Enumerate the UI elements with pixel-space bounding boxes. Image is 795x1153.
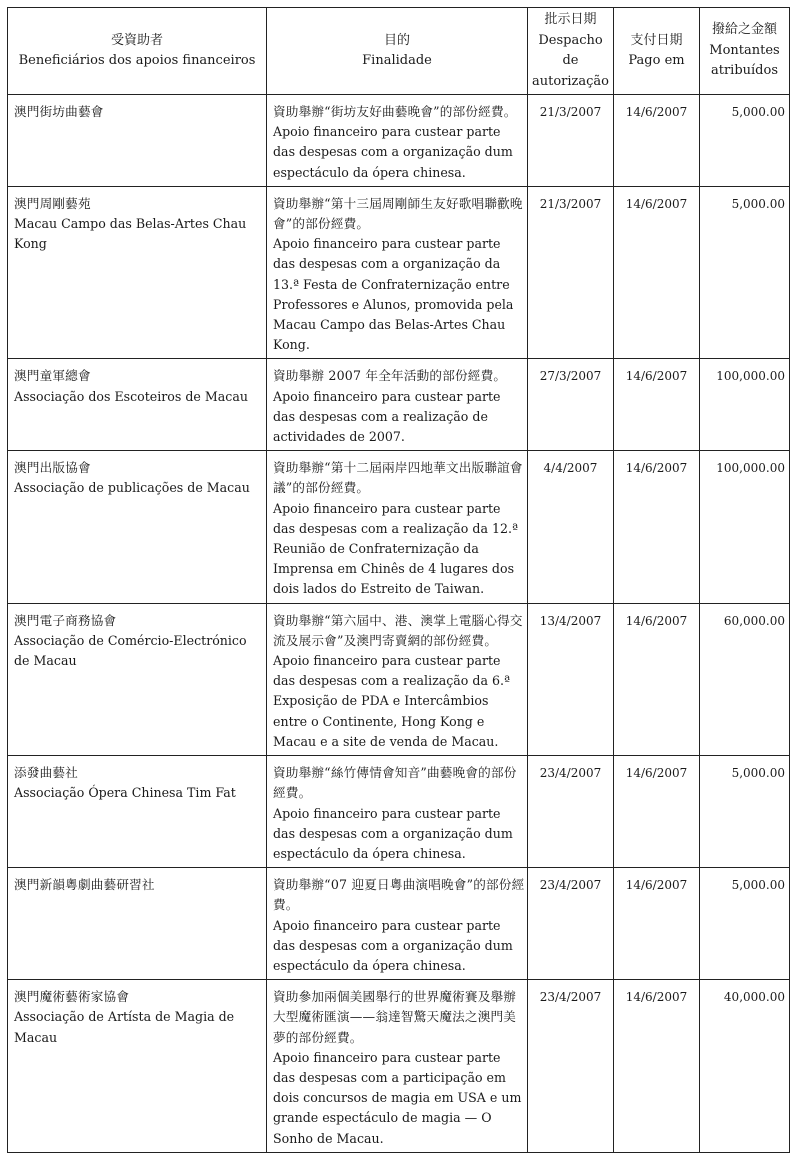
purpose-pt: Apoio financeiro para custear parte das despesas com a organização dum espectáculo da ópera chinesa. xyxy=(273,917,513,973)
payment-date: 14/6/2007 xyxy=(625,878,688,893)
header-authorization xyxy=(528,8,614,95)
header-payment-zh: 支付日期 xyxy=(630,32,683,48)
header-amount xyxy=(700,8,790,95)
purpose-zh: 資助舉辦“街坊友好曲藝晚會”的部份經費。 xyxy=(273,104,517,119)
payment-date: 14/6/2007 xyxy=(625,369,688,384)
header-authorization-pt1: Despacho de xyxy=(538,32,603,68)
payment-date-cell xyxy=(614,95,700,187)
authorization-date: 21/3/2007 xyxy=(539,196,602,211)
beneficiary-cell xyxy=(8,980,267,1153)
purpose-pt: Apoio financeiro para custear parte das despesas com a organização da 13.ª Festa de Confraternização entre Professores e Alunos, promovida pela Macau Campo das Belas-Artes Chau Kong. xyxy=(273,236,514,353)
purpose-cell xyxy=(267,603,528,755)
beneficiary-zh: 澳門周剛藝苑 xyxy=(14,195,91,211)
authorization-date: 27/3/2007 xyxy=(539,369,602,384)
purpose-cell xyxy=(267,980,528,1153)
amount-cell xyxy=(700,756,790,868)
authorization-date: 23/4/2007 xyxy=(539,766,602,781)
header-amount-zh: 撥給之金額 xyxy=(711,22,777,38)
payment-date-cell xyxy=(614,603,700,755)
authorization-date: 23/4/2007 xyxy=(539,990,602,1005)
header-payment xyxy=(614,8,700,95)
amount-cell xyxy=(700,451,790,603)
purpose-zh: 資助舉辦“絲竹傳情會知音”曲藝晚會的部份經費。 xyxy=(273,765,517,801)
payment-date-cell xyxy=(614,451,700,603)
beneficiary-cell xyxy=(8,359,267,451)
header-beneficiary-zh: 受資助者 xyxy=(110,32,163,48)
table-row xyxy=(8,756,790,868)
authorization-date-cell xyxy=(528,868,614,980)
header-payment-pt: Pago em xyxy=(628,53,685,68)
payment-date: 14/6/2007 xyxy=(625,613,688,628)
amount-cell xyxy=(700,980,790,1153)
header-beneficiary xyxy=(8,8,267,95)
purpose-zh: 資助舉辦“第十三屆周剛師生友好歌唱聯歡晚會”的部份經費。 xyxy=(273,195,523,232)
amount-value: 40,000.00 xyxy=(723,990,785,1005)
purpose-cell xyxy=(267,868,528,980)
table-row xyxy=(8,451,790,603)
table-row xyxy=(8,603,790,755)
amount-cell xyxy=(700,359,790,451)
purpose-cell xyxy=(267,451,528,603)
beneficiary-zh: 澳門街坊曲藝會 xyxy=(14,104,104,119)
authorization-date-cell xyxy=(528,756,614,868)
header-row xyxy=(8,8,790,95)
amount-value: 100,000.00 xyxy=(716,369,785,384)
beneficiary-pt: Associação dos Escoteiros de Macau xyxy=(14,388,248,404)
purpose-cell xyxy=(267,359,528,451)
payment-date-cell xyxy=(614,980,700,1153)
grants-table xyxy=(7,7,790,1153)
purpose-zh: 資助舉辦“07 迎夏日粵曲演唱晚會”的部份經費。 xyxy=(273,877,525,913)
beneficiary-cell xyxy=(8,756,267,868)
header-amount-pt2: atribuídos xyxy=(710,63,779,79)
beneficiary-pt: Associação de publicações de Macau xyxy=(14,480,250,496)
payment-date-cell xyxy=(614,756,700,868)
payment-date-cell xyxy=(614,359,700,451)
amount-cell xyxy=(700,868,790,980)
header-purpose xyxy=(267,8,528,95)
beneficiary-pt: Associação de Comércio-Electrónico de Macau xyxy=(14,632,247,669)
amount-cell xyxy=(700,603,790,755)
amount-value: 5,000.00 xyxy=(731,196,785,211)
header-authorization-pt2: autorização xyxy=(531,73,609,89)
purpose-pt: Apoio financeiro para custear parte das despesas com a organização dum espectáculo da ópera chinesa. xyxy=(273,124,513,180)
beneficiary-zh: 澳門新韻粵劇曲藝研習社 xyxy=(14,877,155,893)
header-amount-pt1: Montantes xyxy=(709,42,780,58)
authorization-date: 13/4/2007 xyxy=(539,613,602,628)
amount-cell xyxy=(700,95,790,187)
amount-value: 5,000.00 xyxy=(731,105,785,119)
payment-date-cell xyxy=(614,868,700,980)
purpose-pt: Apoio financeiro para custear parte das despesas com a realização de actividades de 2007. xyxy=(273,388,501,445)
beneficiary-zh: 澳門出版協會 xyxy=(14,460,91,476)
authorization-date-cell xyxy=(528,603,614,755)
authorization-date-cell xyxy=(528,359,614,451)
table-row xyxy=(8,359,790,451)
beneficiary-zh: 澳門童軍總會 xyxy=(14,368,91,384)
purpose-cell xyxy=(267,95,528,187)
authorization-date-cell xyxy=(528,95,614,187)
header-purpose-pt: Finalidade xyxy=(362,53,432,68)
header-beneficiary-pt: Beneficiários dos apoios financeiros xyxy=(18,53,256,68)
purpose-pt: Apoio financeiro para custear parte das despesas com a organização dum espectáculo da ópera chinesa. xyxy=(273,805,513,861)
payment-date: 14/6/2007 xyxy=(625,196,688,211)
purpose-zh: 資助舉辦 2007 年全年活動的部份經費。 xyxy=(273,368,507,384)
payment-date: 14/6/2007 xyxy=(625,990,688,1005)
beneficiary-zh: 澳門魔術藝術家協會 xyxy=(14,989,130,1005)
purpose-pt: Apoio financeiro para custear parte das despesas com a realização da 6.ª Exposição de PDA e Intercâmbios entre o Continente, Hong Kong e Macau e a site de venda de Macau. xyxy=(273,653,510,749)
purpose-pt: Apoio financeiro para custear parte das despesas com a participação em dois concursos de magia em USA e um grande espectáculo de magia — O Sonho de Macau. xyxy=(273,1049,522,1146)
authorization-date: 4/4/2007 xyxy=(543,461,598,476)
table-row xyxy=(8,186,790,359)
payment-date: 14/6/2007 xyxy=(625,461,688,476)
purpose-pt: Apoio financeiro para custear parte das despesas com a realização da 12.ª Reunião de Confraternização da Imprensa em Chinês de 4 lugares dos dois lados do Estreito de Taiwan. xyxy=(273,500,518,597)
beneficiary-cell xyxy=(8,868,267,980)
purpose-zh: 資助參加兩個美國舉行的世界魔術賽及舉辦大型魔術匯演——翁達智驚天魔法之澳門美夢的部份經費。 xyxy=(273,989,517,1045)
purpose-zh: 資助舉辦“第十二屆兩岸四地華文出版聯誼會議”的部份經費。 xyxy=(273,460,523,496)
purpose-cell xyxy=(267,186,528,359)
purpose-cell xyxy=(267,756,528,868)
authorization-date-cell xyxy=(528,186,614,359)
payment-date: 14/6/2007 xyxy=(625,766,688,781)
payment-date: 14/6/2007 xyxy=(625,105,688,119)
beneficiary-pt: Associação Ópera Chinesa Tim Fat xyxy=(14,785,236,801)
authorization-date: 21/3/2007 xyxy=(539,105,602,119)
beneficiary-pt: Macau Campo das Belas-Artes Chau Kong xyxy=(14,216,247,252)
beneficiary-cell xyxy=(8,603,267,755)
authorization-date-cell xyxy=(528,980,614,1153)
amount-value: 5,000.00 xyxy=(731,766,785,781)
beneficiary-cell xyxy=(8,451,267,603)
amount-value: 100,000.00 xyxy=(716,461,785,476)
amount-cell xyxy=(700,186,790,359)
table-row xyxy=(8,980,790,1153)
header-purpose-zh: 目的 xyxy=(383,32,410,48)
authorization-date: 23/4/2007 xyxy=(539,878,602,893)
amount-value: 5,000.00 xyxy=(731,878,785,893)
beneficiary-pt: Associação de Artísta de Magia de Macau xyxy=(14,1009,235,1045)
table-row xyxy=(8,868,790,980)
authorization-date-cell xyxy=(528,451,614,603)
purpose-zh: 資助舉辦“第六屆中、港、澳掌上電腦心得交流及展示會”及澳門寄賣網的部份經費。 xyxy=(273,612,523,648)
beneficiary-zh: 澳門電子商務協會 xyxy=(14,612,117,628)
beneficiary-cell xyxy=(8,186,267,359)
beneficiary-cell xyxy=(8,95,267,187)
header-authorization-zh: 批示日期 xyxy=(544,12,597,27)
payment-date-cell xyxy=(614,186,700,359)
table-row xyxy=(8,95,790,187)
amount-value: 60,000.00 xyxy=(723,613,785,628)
beneficiary-zh: 添發曲藝社 xyxy=(14,765,78,781)
